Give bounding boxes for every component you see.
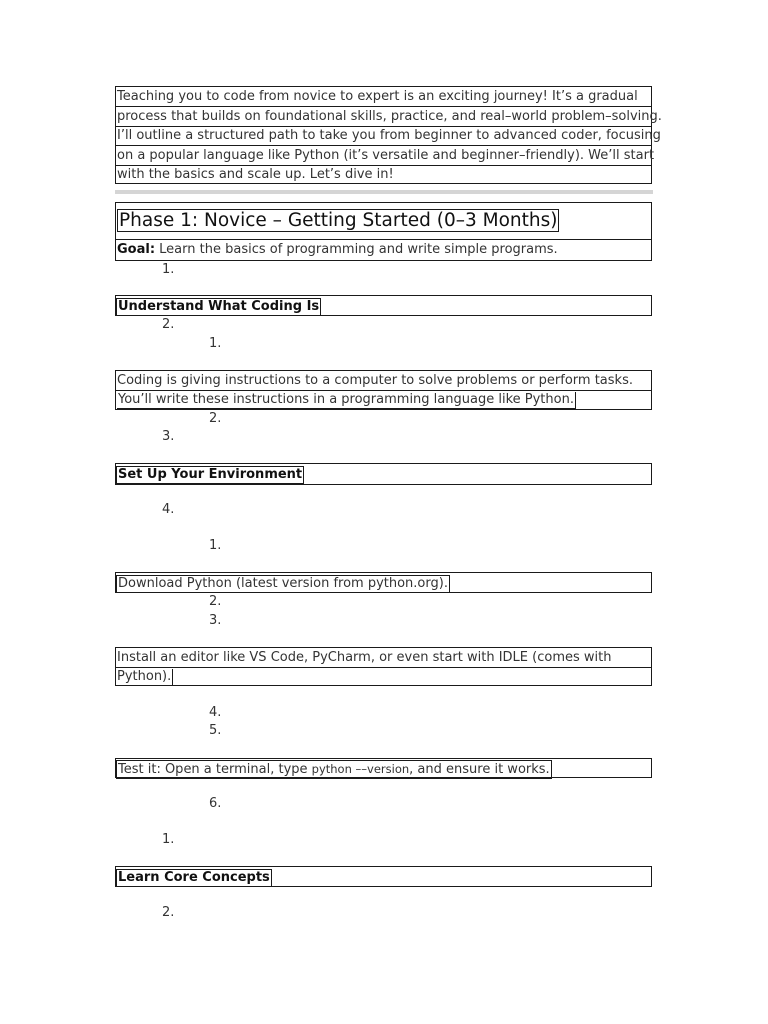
test-box xyxy=(115,758,652,778)
intro-line: process that builds on foundational skills, practice, and real–world problem–solving. xyxy=(117,109,662,124)
horizontal-rule xyxy=(115,190,653,194)
core-box xyxy=(115,866,652,887)
intro-line: Teaching you to code from novice to expert is an exciting journey! It’s a gradual xyxy=(117,89,638,104)
intro-paragraph xyxy=(115,86,662,184)
test-line xyxy=(116,760,552,779)
test-text-after: , and ensure it works. xyxy=(409,762,550,777)
download-box xyxy=(115,572,652,593)
phase-heading: Phase 1: Novice – Getting Started (0–3 Months) xyxy=(119,210,558,231)
intro-line: on a popular language like Python (it’s versatile and beginner–friendly). We’ll start xyxy=(117,148,655,163)
list-number: 2. xyxy=(162,317,175,332)
coding-line: Coding is giving instructions to a computer to solve problems or perform tasks. xyxy=(117,373,633,388)
setup-title: Set Up Your Environment xyxy=(118,467,303,482)
list-number: 1. xyxy=(209,538,222,553)
intro-line: I’ll outline a structured path to take you from beginner to advanced coder, focusing xyxy=(117,128,661,143)
install-line: Python). xyxy=(117,669,172,684)
list-number: 6. xyxy=(209,796,222,811)
list-number: 3. xyxy=(162,429,175,444)
list-number: 4. xyxy=(162,502,175,517)
coding-definition xyxy=(115,370,652,410)
setup-box xyxy=(115,463,652,485)
understand-title: Understand What Coding Is xyxy=(118,299,320,314)
list-number: 2. xyxy=(162,905,175,920)
intro-line: with the basics and scale up. Let’s dive in! xyxy=(117,167,394,182)
goal-label: Goal: xyxy=(117,242,156,257)
list-number: 5. xyxy=(209,723,222,738)
goal-text: Learn the basics of programming and write simple programs. xyxy=(155,242,558,257)
goal-line xyxy=(117,242,558,258)
install-box xyxy=(115,647,652,686)
coding-line: You’ll write these instructions in a programming language like Python. xyxy=(118,392,574,407)
list-number: 2. xyxy=(209,594,222,609)
download-text: Download Python (latest version from python.org). xyxy=(118,576,448,591)
list-number: 3. xyxy=(209,613,222,628)
understand-box xyxy=(115,295,652,316)
test-code: python ––version xyxy=(311,762,410,776)
list-number: 4. xyxy=(209,705,222,720)
test-text-before: Test it: Open a terminal, type xyxy=(118,762,312,777)
list-number: 1. xyxy=(162,832,175,847)
phase-section xyxy=(115,202,652,261)
list-number: 1. xyxy=(162,262,175,277)
install-line: Install an editor like VS Code, PyCharm, or even start with IDLE (comes with xyxy=(117,650,612,665)
core-title: Learn Core Concepts xyxy=(118,870,270,885)
list-number: 1. xyxy=(209,336,222,351)
list-number: 2. xyxy=(209,411,222,426)
